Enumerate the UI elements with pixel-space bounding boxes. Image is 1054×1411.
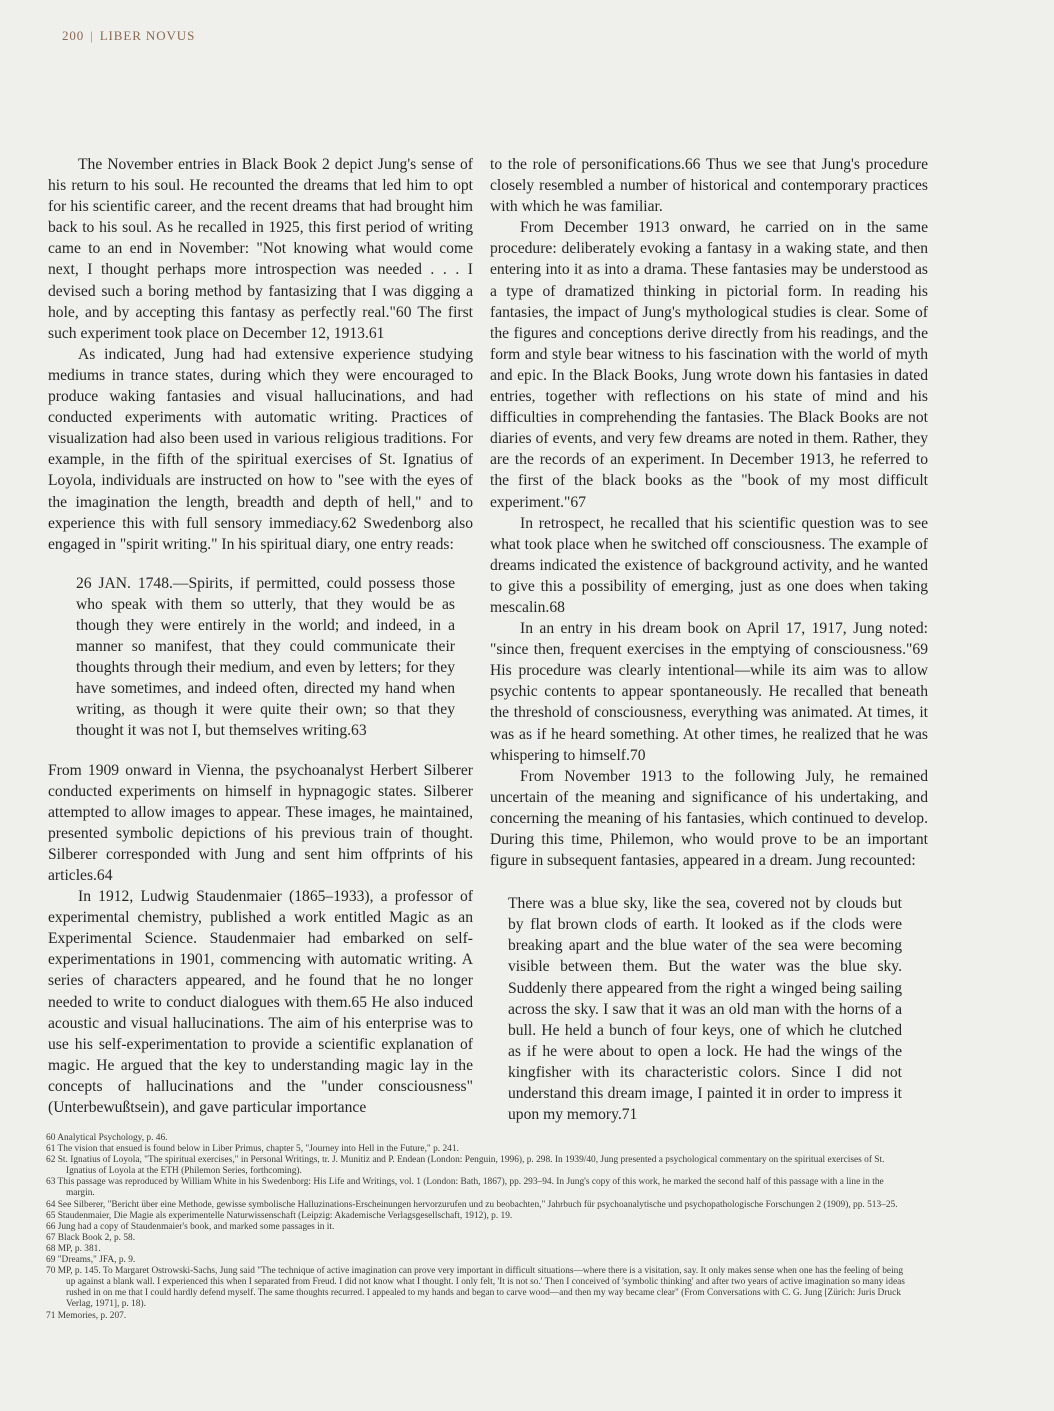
paragraph: As indicated, Jung had had extensive experience studying mediums in trance states, during which they were encouraged to produce waking fantasies and visual hallucinations, and had conducted experiments with automatic writing. Practices of visualization had also been used in various religious traditions. For example, in the fifth of the spiritual exercises of St. Ignatius of Loyola, individuals are instructed on how to "see with the eyes of the imagination the length, breadth and depth of hell," and to experience this with full sensory immediacy.62 Swedenborg also engaged in "spirit writing." In his spiritual diary, one entry reads: <box>48 345 473 553</box>
running-head <box>62 28 195 44</box>
footnotes <box>46 1133 906 1322</box>
paragraph: In retrospect, he recalled that his scientific question was to see what took place when he switched off consciousness. The example of dreams indicated the existence of background activity, and he wanted to give this a possibility of emerging, just as one does when taking mescalin.68 <box>490 514 928 616</box>
footnote: 69 "Dreams," JFA, p. 9. <box>46 1255 136 1266</box>
book-title: LIBER NOVUS <box>99 28 196 43</box>
footnote: 63 This passage was reproduced by William White in his Swedenborg: His Life and Writings, vol. 1 (London: Bath, 1867), pp. 293–94. In Jung's copy of this work, he marked the second half of this passage with a line in the margin. <box>46 1177 884 1199</box>
quote-text: There was a blue sky, like the sea, covered not by clouds but by flat brown clods of earth. It looked as if the clods were breaking apart and the blue water of the sea were becoming visible between them. But the water was the blue sky. Suddenly there appeared from the right a winged being sailing across the sky. I saw that it was an old man with the horns of a bull. He held a bunch of four keys, one of which he clutched as if he were about to open a lock. He had the wings of the kingfisher with its characteristic colors. Since I did not understand this dream image, I painted it in order to impress it upon my memory.71 <box>508 895 902 1124</box>
paragraph: to the role of personifications.66 Thus we see that Jung's procedure closely resembled a number of historical and contemporary practices with which he was familiar. <box>490 156 928 216</box>
paragraph: From December 1913 onward, he carried on in the same procedure: deliberately evoking a fantasy in a waking state, and then entering into it as into a drama. These fantasies may be understood as a type of dramatized thinking in pictorial form. In reading his fantasies, the impact of Jung's mythological studies is clear. Some of the figures and conceptions derive directly from his readings, and the form and style bear witness to his fascination with the world of myth and epic. In the Black Books, Jung wrote down his fantasies in dated entries, together with reflections on his state of mind and his difficulties in comprehending the fantasies. The Black Books are not diaries of events, and very few dreams are noted in them. Rather, they are the records of an experiment. In December 1913, he referred to the first of the black books as the "book of my most difficult experiment."67 <box>490 219 928 511</box>
block-quote <box>490 893 928 1125</box>
paragraph: From 1909 onward in Vienna, the psychoanalyst Herbert Silberer conducted experiments on himself in hypnagogic states. Silberer attempted to allow images to appear. These images, he maintained, presented symbolic depictions of his previous train of thought. Silberer corresponded with Jung and sent him offprints of his articles.64 <box>48 761 473 884</box>
paragraph: In 1912, Ludwig Staudenmaier (1865–1933), a professor of experimental chemistry, published a work entitled Magic as an Experimental Science. Staudenmaier had embarked on self-experimentations in 1901, commencing with automatic writing. A series of characters appeared, and he found that he no longer needed to write to conduct dialogues with them.65 He also induced acoustic and visual hallucinations. The aim of his enterprise was to use his self-experimentation to provide a scientific explanation of magic. He argued that the key to understanding magic lay in the concepts of hallucinations and the "under consciousness" (Unterbewußtsein), and gave particular importance <box>48 888 473 1117</box>
footnote: 61 The vision that ensued is found below in Liber Primus, chapter 5, "Journey into Hell in the Future," p. 241. <box>46 1144 459 1155</box>
paragraph: From November 1913 to the following July, he remained uncertain of the meaning and significance of his undertaking, and concerning the meaning of his fantasies, which continued to develop. During this time, Philemon, who would prove to be an important figure in subsequent fantasies, appeared in a dream. Jung recounted: <box>490 767 928 870</box>
footnote: 68 MP, p. 381. <box>46 1243 101 1254</box>
footnote: 64 See Silberer, "Bericht über eine Methode, gewisse symbolische Halluzinations-Erscheinungen hervorzurufen und zu beobachten," Jahrbuch für psychoanalytische und psychopathologische Forschungen 2 (1909), pp. 513–25. <box>46 1199 898 1210</box>
footnote: 67 Black Book 2, p. 58. <box>46 1232 136 1243</box>
paragraph: In an entry in his dream book on April 17, 1917, Jung noted: "since then, frequent exercises in the emptying of consciousness."69 His procedure was clearly intentional—while its aim was to allow psychic contents to appear spontaneously. He recalled that beneath the threshold of consciousness, everything was animated. At times, it was as if he heard something. At other times, he realized that he was whispering to himself.70 <box>490 620 928 764</box>
footnote: 71 Memories, p. 207. <box>46 1310 127 1321</box>
quote-text: 26 JAN. 1748.—Spirits, if permitted, could possess those who speak with them so utterly, that they would be as though they were entirely in the world; and indeed, in a manner so manifest, that they could communicate their thoughts through their medium, and even by letters; for they have sometimes, and indeed often, directed my hand when writing, as though it were quite their own; so that they thought it was not I, but themselves writing.63 <box>76 574 455 740</box>
footnote: 65 Staudenmaier, Die Magie als experimentelle Naturwissenschaft (Leipzig: Akademische Verlagsgesellschaft, 1912), p. 19. <box>46 1210 513 1221</box>
footnote: 62 St. Ignatius of Loyola, "The spiritual exercises," in Personal Writings, tr. J. Munitiz and P. Endean (London: Penguin, 1996), p. 298. In 1939/40, Jung presented a psychological commentary on the spiritual exercises of St. Ignatius of Loyola at the ETH (Philemon Series, forthcoming). <box>46 1155 885 1177</box>
header-separator: | <box>90 28 94 43</box>
footnote: 70 MP, p. 145. To Margaret Ostrowski-Sachs, Jung said "The technique of active imagination can prove very important in difficult situations—where there is a visitation, say. It only makes sense when one has the feeling of being up against a blank wall. I experienced this when I separated from Freud. I did not know what I thought. I only felt, 'It is not so.' Then I conceived of 'symbolic thinking' and after two years of active imagination so many ideas rushed in on me that I could hardly defend myself. The same thoughts recurred. I appealed to my hands and began to carve wood—and then my way became clear" (From Conversations with C. G. Jung [Zürich: Juris Druck Verlag, 1971], p. 18). <box>46 1266 905 1310</box>
right-column <box>490 154 928 1141</box>
page-number: 200 <box>62 28 85 43</box>
footnote: 60 Analytical Psychology, p. 46. <box>46 1133 168 1143</box>
block-quote <box>48 573 473 742</box>
left-column <box>48 154 473 1118</box>
footnote: 66 Jung had a copy of Staudenmaier's book, and marked some passages in it. <box>46 1221 335 1232</box>
paragraph: The November entries in Black Book 2 depict Jung's sense of his return to his soul. He recounted the dreams that led him to opt for his scientific career, and the recent dreams that had brought him back to his soul. As he recalled in 1925, this first period of writing came to an end in November: "Not knowing what would come next, I thought perhaps more introspection was needed . . . I devised such a boring method by fantasizing that I was digging a hole, and by accepting this fantasy as perfectly real."60 The first such experiment took place on December 12, 1913.61 <box>48 156 473 342</box>
